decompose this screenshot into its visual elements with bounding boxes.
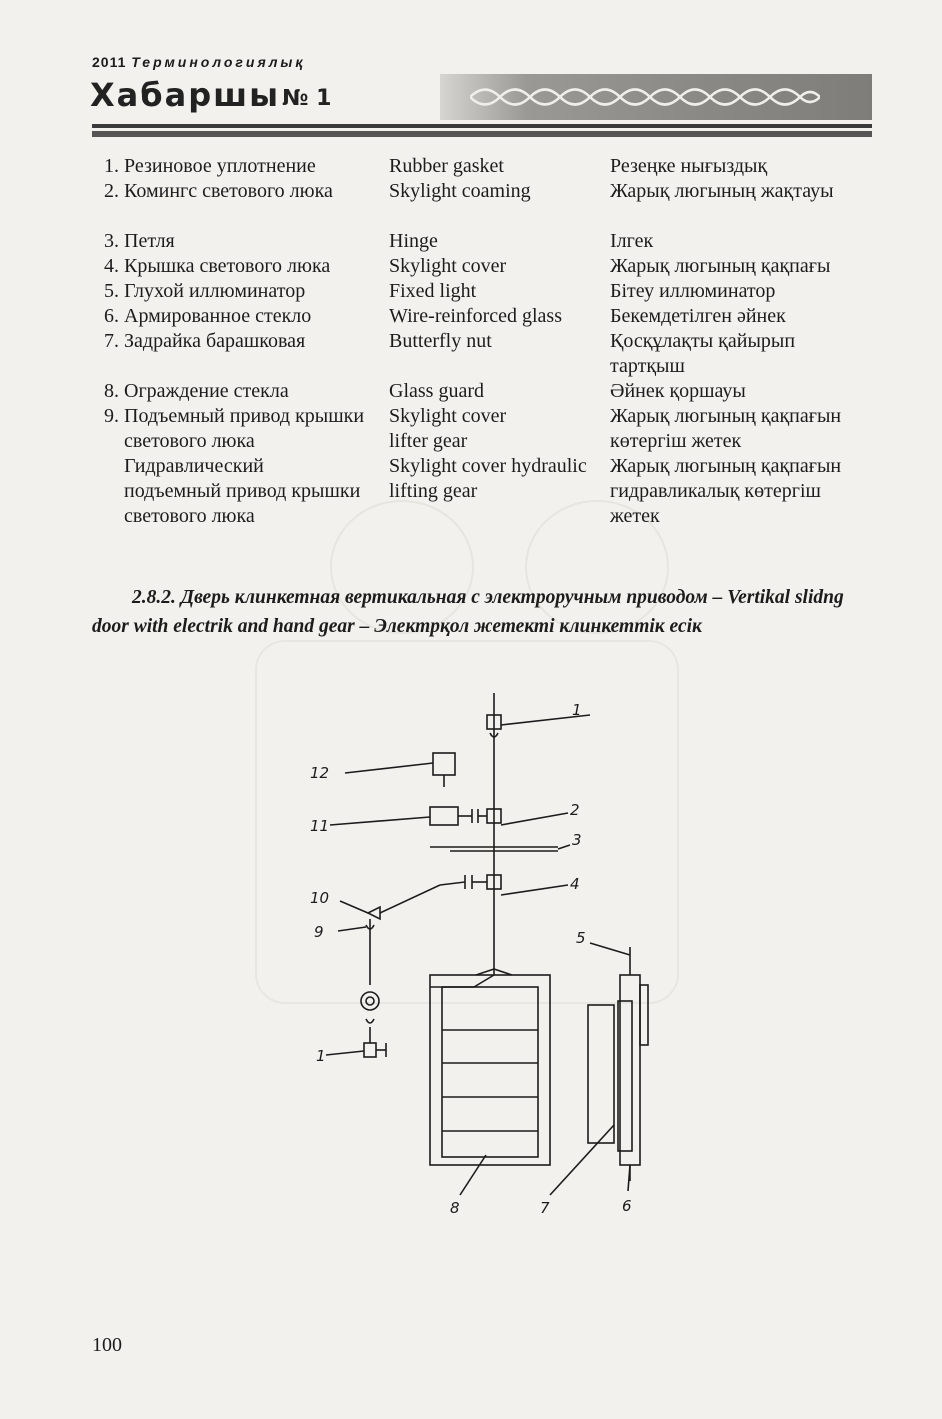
term-en: Skylight coaming [389, 180, 531, 202]
term-kz: Жарық люгының қақпағын гидравликалық көтергіш жетек [610, 455, 842, 527]
term-en: Fixed light [389, 280, 477, 302]
term-kz: Жарық люгының қақпағы [610, 255, 831, 277]
term-ru: Гидравлический подъемный привод крышки светового люка [124, 455, 361, 527]
diagram-label: 8 [450, 1199, 460, 1217]
term-en: Skylight cover [389, 255, 507, 277]
term-en: Rubber gasket [389, 155, 504, 177]
diagram-label: 2 [570, 801, 580, 819]
term-ru: 1. Резиновое уплотнение [104, 155, 316, 177]
diagram-label: 9 [314, 923, 324, 941]
term-ru: 2. Комингс светового люка [104, 180, 333, 202]
header-year: 2011 [92, 54, 127, 70]
header-title: Хабаршы [90, 76, 281, 114]
term-kz: Жарық люгының жақтауы [610, 180, 834, 202]
term-kz: Бекемдетілген әйнек [610, 305, 786, 327]
header-journal-word: Терминологиялық [131, 54, 306, 70]
diagram-label: 10 [310, 889, 330, 907]
diagram-label: 7 [540, 1199, 550, 1217]
page-number: 100 [92, 1334, 122, 1356]
diagram-label: 6 [622, 1197, 632, 1215]
term-ru: 9. Подъемный привод крышки светового люка [104, 405, 365, 452]
diagram-label: 3 [572, 831, 582, 849]
term-kz: Қосқұлақты қайырып тартқыш [610, 330, 796, 377]
header-ornament [470, 80, 820, 114]
term-en: Hinge [389, 230, 438, 252]
term-en: Butterfly nut [389, 330, 492, 352]
term-en: Glass guard [389, 380, 484, 402]
diagram-label: 1 [572, 701, 582, 719]
diagram-label: 4 [570, 875, 580, 893]
term-kz: Бітеу иллюминатор [610, 280, 776, 302]
diagram-label: 1 [316, 1047, 326, 1065]
diagram-label: 12 [310, 764, 330, 782]
term-en: Wire-reinforced glass [389, 305, 562, 327]
term-kz: Жарық люгының қақпағын көтергіш жетек [610, 405, 842, 452]
section-title: 2.8.2. Дверь клинкетная вертикальная с электроручным приводом – Vertikal slidng door with electrik and hand gear – Электрқол жетекті клинкеттік есік [92, 587, 844, 637]
term-en: Skylight cover hydraulic lifting gear [389, 455, 587, 502]
diagram-label: 5 [576, 929, 586, 947]
diagram-label: 11 [310, 817, 330, 835]
term-kz: Резеңке нығыздық [610, 155, 768, 177]
term-ru: 4. Крышка светового люка [104, 255, 331, 277]
term-ru: 7. Задрайка барашковая [104, 330, 306, 352]
door-diagram [300, 685, 680, 1225]
term-ru: 6. Армированное стекло [104, 305, 312, 327]
term-kz: Әйнек қоршауы [610, 380, 746, 402]
term-kz: Ілгек [610, 230, 654, 252]
header-issue: № 1 [282, 86, 332, 111]
header-year-line [92, 54, 305, 70]
term-ru: 5. Глухой иллюминатор [104, 280, 306, 302]
term-ru: 3. Петля [104, 230, 175, 252]
header-rule-thick [92, 131, 872, 137]
term-ru: 8. Ограждение стекла [104, 380, 289, 402]
term-en: Skylight cover lifter gear [389, 405, 507, 452]
header-rule [92, 124, 872, 128]
